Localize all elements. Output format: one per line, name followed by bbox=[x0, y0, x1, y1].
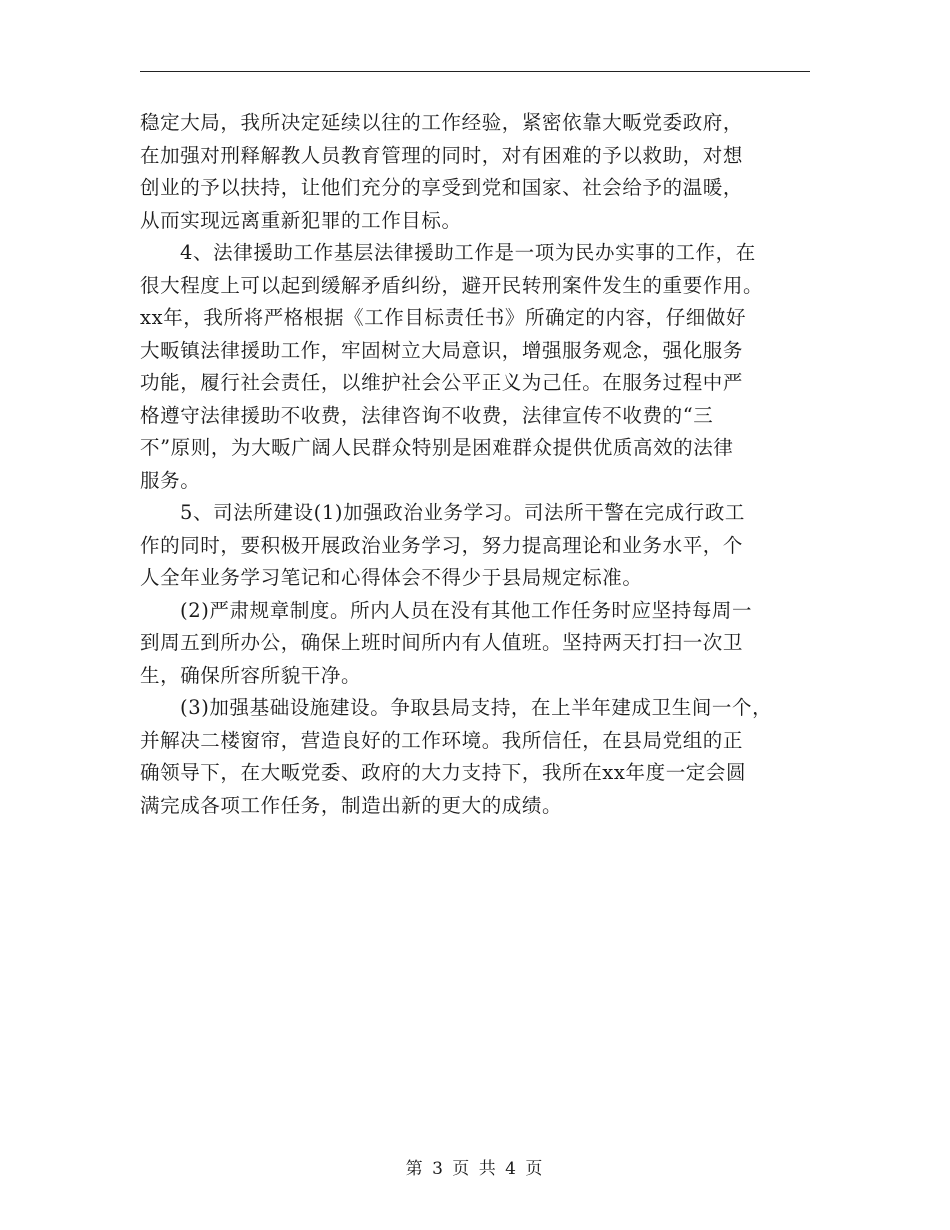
text-line: 稳定大局，我所决定延续以往的工作经验，紧密依靠大畈党委政府， bbox=[140, 111, 744, 134]
text-line: 满完成各项工作任务，制造出新的更大的成绩。 bbox=[140, 793, 563, 817]
text-line: (3)加强基础设施建设。争取县局支持，在上半年建成卫生间一个， bbox=[180, 696, 773, 719]
text-line: 创业的予以扶持，让他们充分的享受到党和国家、社会给予的温暖， bbox=[140, 176, 744, 199]
text-line: 功能，履行社会责任，以维护社会公平正义为己任。在服务过程中严 bbox=[140, 371, 744, 394]
text-line: 作的同时，要积极开展政治业务学习，努力提高理论和业务水平，个 bbox=[140, 533, 744, 557]
text-line: 并解决二楼窗帘，营造良好的工作环境。我所信任，在县局党组的正 bbox=[140, 728, 744, 752]
text-line: 到周五到所办公，确保上班时间所内有人值班。坚持两天打扫一次卫 bbox=[140, 631, 744, 654]
text-line: (2)严肃规章制度。所内人员在没有其他工作任务时应坚持每周一 bbox=[180, 598, 753, 622]
text-line: 4、法律援助工作基层法律援助工作是一项为民办实事的工作，在 bbox=[180, 241, 756, 264]
text-line: 从而实现远离重新犯罪的工作目标。 bbox=[140, 208, 462, 232]
text-line: 服务。 bbox=[140, 468, 201, 492]
text-line: 5、司法所建设(1)加强政治业务学习。司法所干警在完成行政工 bbox=[180, 501, 746, 524]
text-line: 人全年业务学习笔记和心得体会不得少于县局规定标准。 bbox=[140, 566, 643, 589]
text-line: 格遵守法律援助不收费，法律咨询不收费，法律宣传不收费的“三 bbox=[140, 403, 714, 427]
text-line: 不”原则，为大畈广阔人民群众特别是困难群众提供优质高效的法律 bbox=[140, 436, 734, 459]
document-body bbox=[140, 107, 820, 822]
text-line: 在加强对刑释解教人员教育管理的同时，对有困难的予以救助，对想 bbox=[140, 143, 744, 167]
header-rule bbox=[140, 71, 810, 72]
page-number-footer: 第 3 页 共 4 页 bbox=[405, 1159, 545, 1179]
text-line: 确领导下，在大畈党委、政府的大力支持下，我所在xx年度一定会圆 bbox=[140, 761, 747, 784]
text-line: 生，确保所容所貌干净。 bbox=[140, 663, 362, 687]
text-line: 很大程度上可以起到缓解矛盾纠纷，避开民转刑案件发生的重要作用。 bbox=[140, 273, 764, 297]
text-line: 大畈镇法律援助工作，牢固树立大局意识，增强服务观念，强化服务 bbox=[140, 338, 744, 362]
text-line: xx年，我所将严格根据《工作目标责任书》所确定的内容，仔细做好 bbox=[140, 306, 747, 329]
